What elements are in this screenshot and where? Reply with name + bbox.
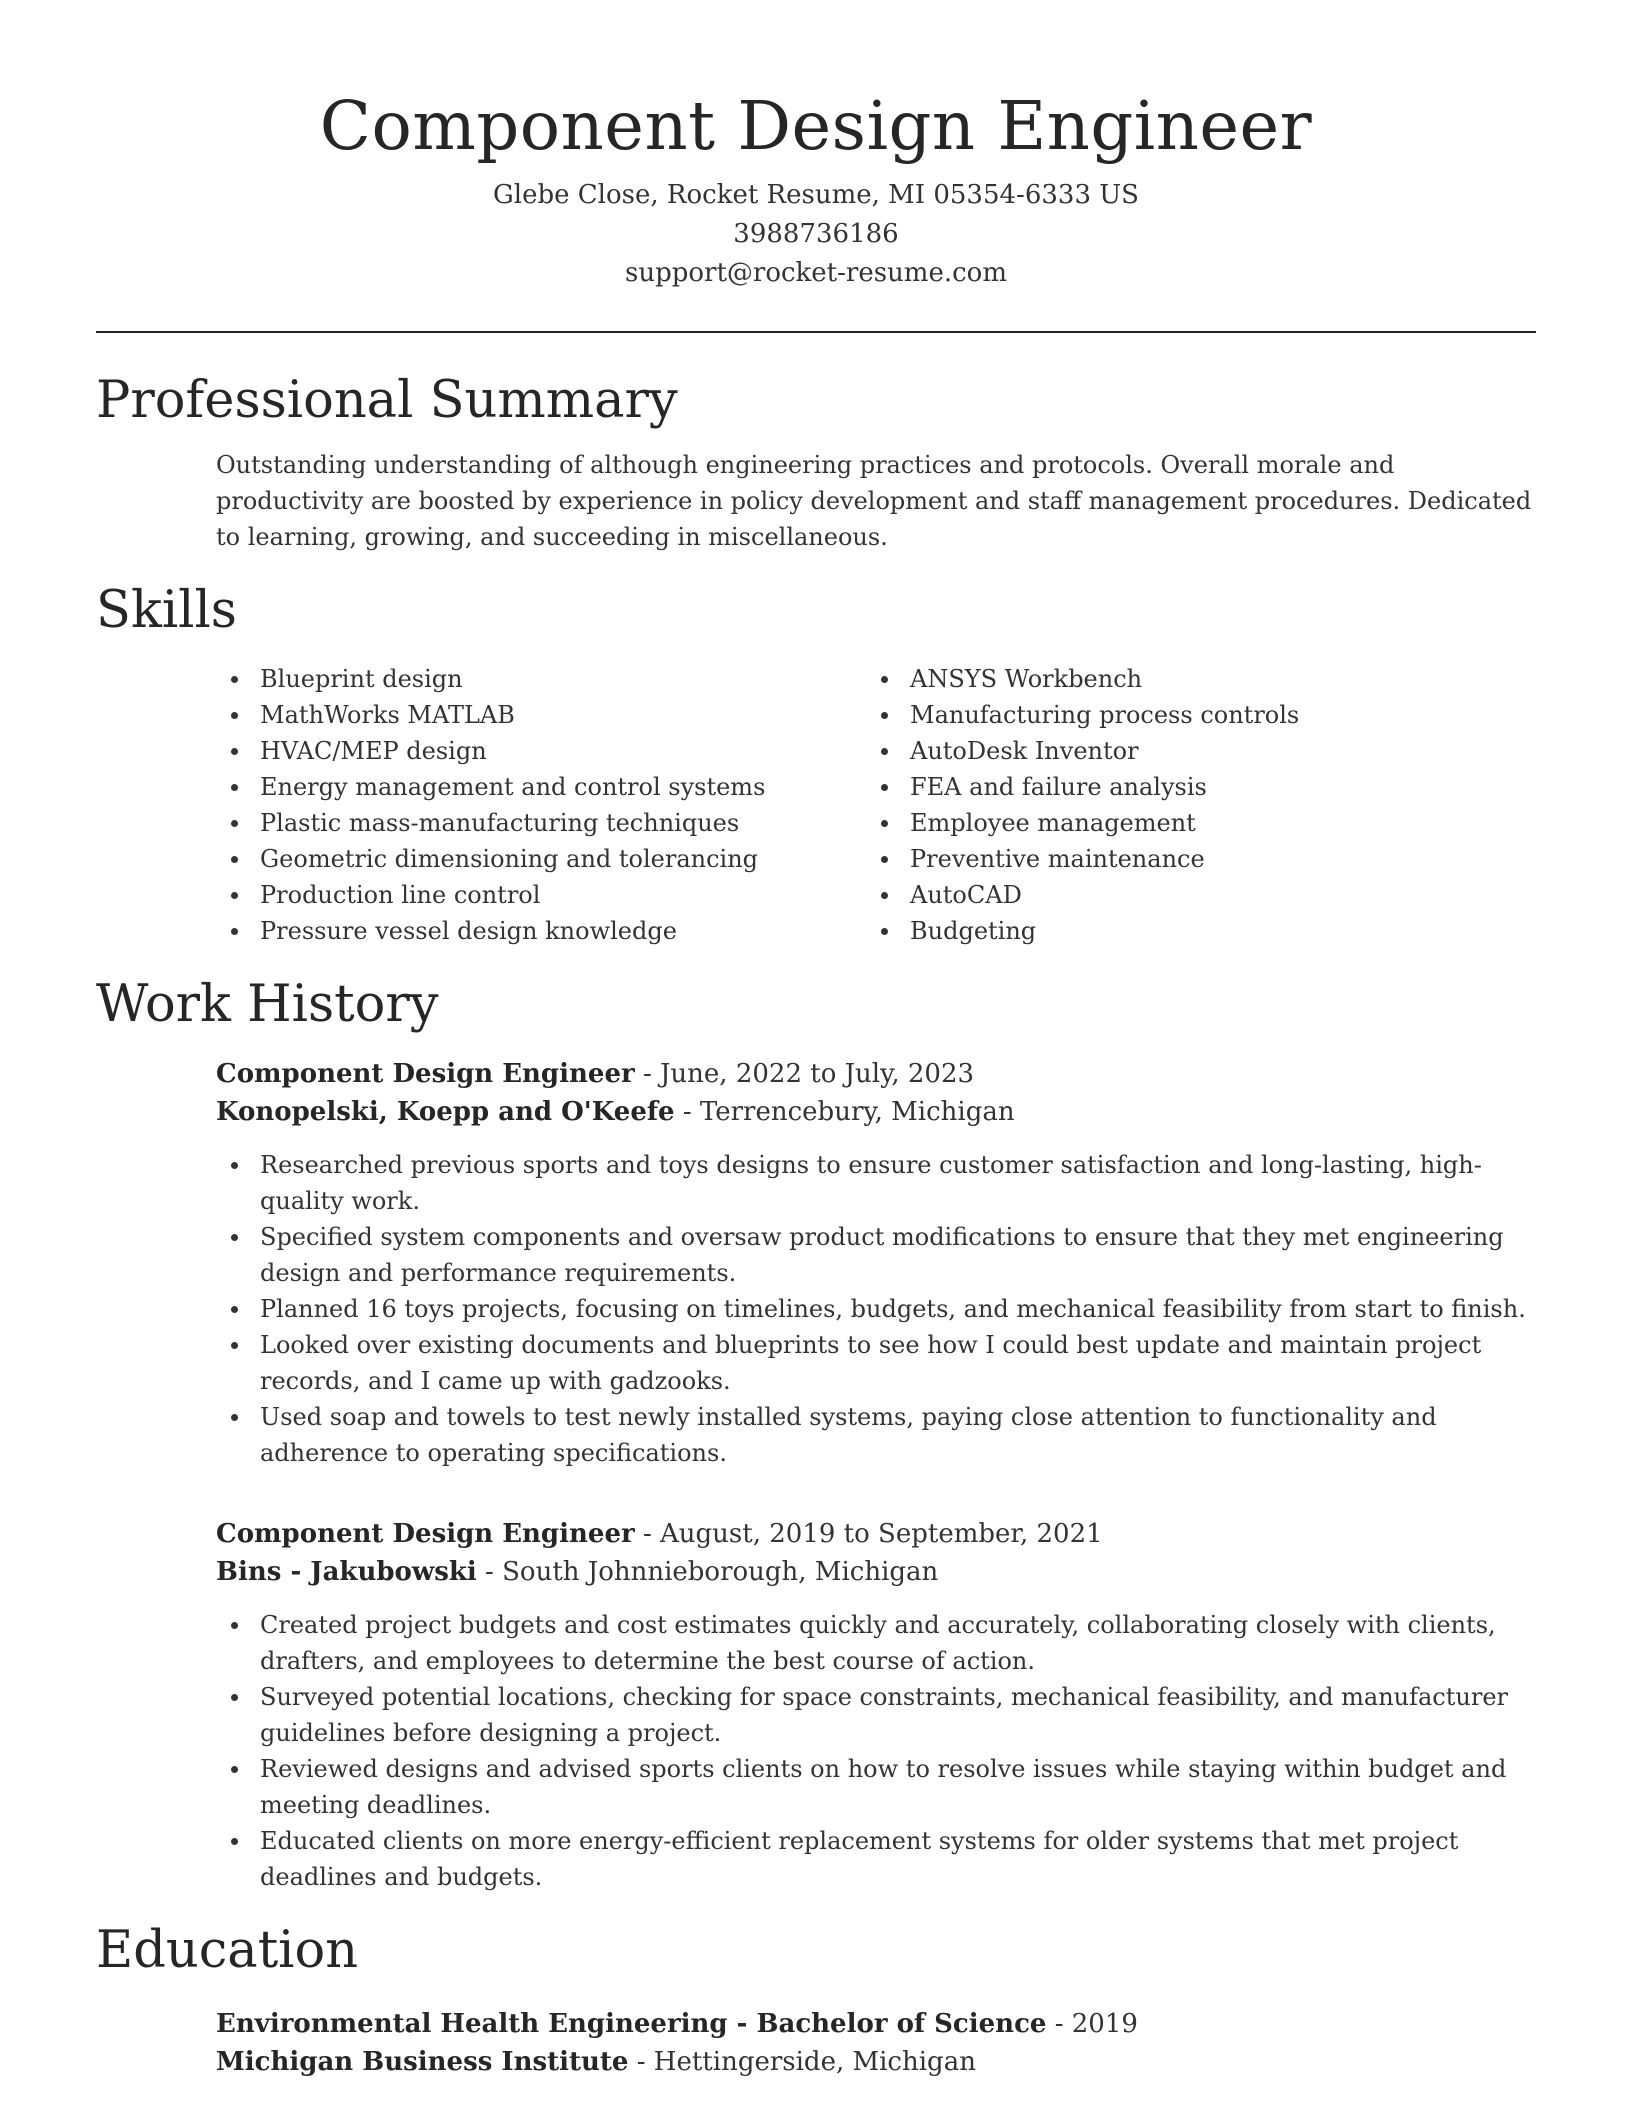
skill-item: Geometric dimensioning and tolerancing [216, 841, 866, 877]
job-dates: - June, 2022 to July, 2023 [634, 1059, 975, 1089]
resume-header [96, 0, 1536, 333]
skill-item: AutoDesk Inventor [866, 733, 1516, 769]
job-bullet: Used soap and towels to test newly installed systems, paying close attention to functionality and adherence to operating specifications. [216, 1399, 1536, 1471]
job-dates: - August, 2019 to September, 2021 [634, 1519, 1103, 1549]
skill-item: Manufacturing process controls [866, 697, 1516, 733]
summary-section [96, 371, 1536, 555]
skill-item: Budgeting [866, 913, 1516, 949]
education-degree-line [216, 2005, 1536, 2043]
education-heading: Education [96, 1921, 359, 1980]
header-divider [96, 331, 1536, 333]
job-title-line [216, 1055, 1536, 1093]
job-bullet: Researched previous sports and toys designs to ensure customer satisfaction and long-lasting, high-quality work. [216, 1147, 1536, 1219]
job-bullet: Created project budgets and cost estimates quickly and accurately, collaborating closely with clients, drafters, and employees to determine the best course of action. [216, 1607, 1536, 1679]
job-bullet: Surveyed potential locations, checking for space constraints, mechanical feasibility, and manufacturer guidelines before designing a project. [216, 1679, 1536, 1751]
job-title-line [216, 1515, 1536, 1553]
job-entry [96, 1055, 1536, 1471]
education-school: Michigan Business Institute [216, 2047, 629, 2077]
skill-item: Energy management and control systems [216, 769, 866, 805]
skills-grid [96, 661, 1536, 949]
job-bullet: Specified system components and oversaw product modifications to ensure that they met engineering design and performance requirements. [216, 1219, 1536, 1291]
skill-item: Production line control [216, 877, 866, 913]
skill-item: ANSYS Workbench [866, 661, 1516, 697]
skills-left-list [216, 661, 866, 949]
education-entry [96, 2005, 1536, 2081]
skill-item: Pressure vessel design knowledge [216, 913, 866, 949]
resume-name: Component Design Engineer [319, 87, 1313, 165]
skill-item: HVAC/MEP design [216, 733, 866, 769]
job-role: Component Design Engineer [216, 1519, 635, 1549]
job-location: - South Johnnieborough, Michigan [476, 1557, 939, 1587]
education-location: - Hettingerside, Michigan [628, 2047, 976, 2077]
contact-address: Glebe Close, Rocket Resume, MI 05354-6333 US [493, 180, 1139, 210]
education-year: - 2019 [1046, 2009, 1138, 2039]
job-company: Bins - Jakubowski [216, 1557, 477, 1587]
job-entry [96, 1515, 1536, 1895]
contact-phone: 3988736186 [733, 219, 899, 249]
job-company-line [216, 1553, 1536, 1591]
resume-page [96, 0, 1536, 2081]
job-bullet: Looked over existing documents and blueprints to see how I could best update and maintain project records, and I came up with gadzooks. [216, 1327, 1536, 1399]
skill-item: Plastic mass-manufacturing techniques [216, 805, 866, 841]
skills-heading: Skills [96, 581, 237, 640]
job-bullet: Planned 16 toys projects, focusing on timelines, budgets, and mechanical feasibility from start to finish. [216, 1291, 1536, 1327]
job-role: Component Design Engineer [216, 1059, 635, 1089]
education-section [96, 1921, 1536, 2081]
education-school-line [216, 2043, 1536, 2081]
summary-text: Outstanding understanding of although engineering practices and protocols. Overall morale and productivity are boosted by experience in policy development and staff management procedures. Dedicated to learning, growing, and succeeding in miscellaneous. [216, 451, 1532, 551]
skill-item: AutoCAD [866, 877, 1516, 913]
job-bullets [216, 1607, 1536, 1895]
job-bullet: Educated clients on more energy-efficient replacement systems for older systems that met project deadlines and budgets. [216, 1823, 1536, 1895]
contact-email: support@rocket-resume.com [624, 258, 1007, 288]
job-company: Konopelski, Koepp and O'Keefe [216, 1097, 675, 1127]
skill-item: Preventive maintenance [866, 841, 1516, 877]
skill-item: FEA and failure analysis [866, 769, 1516, 805]
education-degree: Environmental Health Engineering - Bachelor of Science [216, 2009, 1047, 2039]
job-location: - Terrencebury, Michigan [674, 1097, 1015, 1127]
skill-item: MathWorks MATLAB [216, 697, 866, 733]
summary-heading: Professional Summary [96, 371, 678, 430]
work-history-section [96, 975, 1536, 1895]
skills-right-list [866, 661, 1516, 949]
job-company-line [216, 1093, 1536, 1131]
skill-item: Employee management [866, 805, 1516, 841]
job-bullets [216, 1147, 1536, 1471]
work-history-heading: Work History [96, 975, 439, 1034]
skills-section [96, 581, 1536, 949]
skill-item: Blueprint design [216, 661, 866, 697]
job-bullet: Reviewed designs and advised sports clients on how to resolve issues while staying within budget and meeting deadlines. [216, 1751, 1536, 1823]
